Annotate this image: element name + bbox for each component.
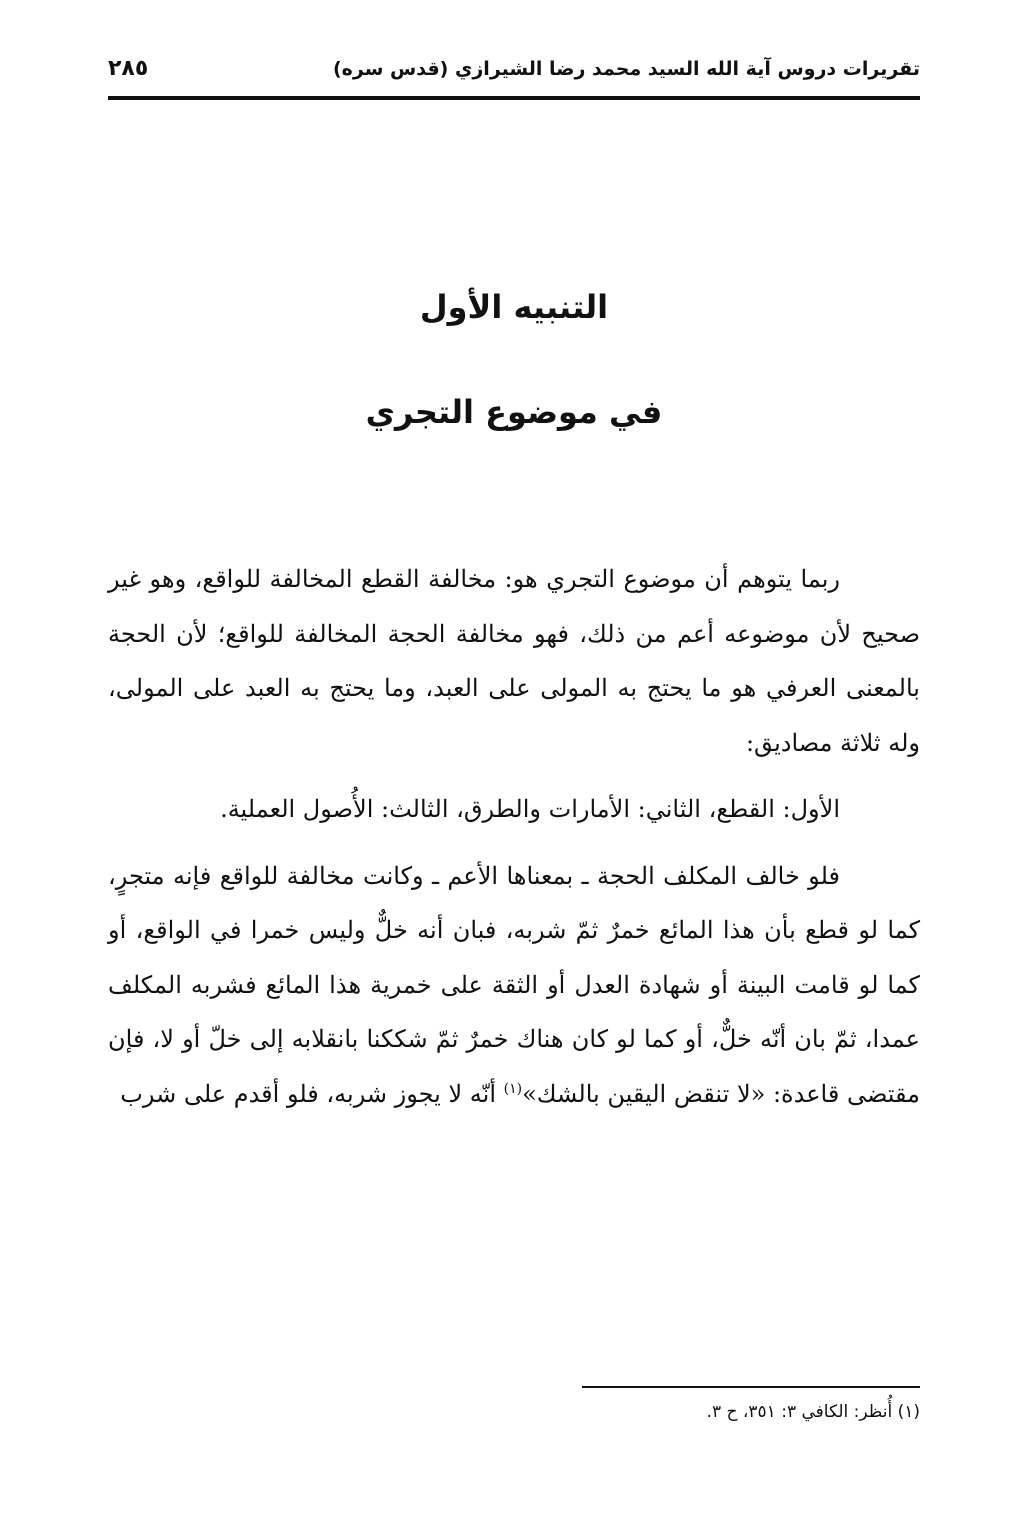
paragraph-2: الأول: القطع، الثاني: الأمارات والطرق، الثالث: الأُصول العملية. [220, 795, 840, 823]
footnote-1: (١) أُنظر: الكافي ٣: ٣٥١، ح ٣. [706, 1402, 920, 1422]
footnote-divider [582, 1386, 920, 1388]
page-header [108, 52, 920, 100]
paragraph-3-text: فلو خالف المكلف الحجة ـ بمعناها الأعم ـ وكانت مخالفة للواقع فإنه متجرٍ، كما لو قطع بأن هذا المائع خمرٌ ثمّ شربه، فبان أنه خلٌّ وليس خمرا في الواقع، أو كما لو قامت البينة أو شهادة العدل أو الثقة على خمرية هذا المائع فشربه المكلف عمدا، ثمّ بان أنّه خلٌّ، أو كما لو كان هناك خمرٌ ثمّ شككنا بانقلابه إلى خلّ أو لا، فإن مقتضى قاعدة: «لا تنقض اليقين بالشك» [108, 861, 920, 1108]
paragraph-1: ربما يتوهم أن موضوع التجري هو: مخالفة القطع المخالفة للواقع، وهو غير صحيح لأن موضوعه أعم من ذلك، فهو مخالفة الحجة المخالفة للواقع؛ لأن الحجة بالمعنى العرفي هو ما يحتج به المولى على العبد، وما يحتج به العبد على المولى، وله ثلاثة مصاديق: [108, 565, 920, 757]
section-subtitle: في موضوع التجري [365, 393, 663, 431]
section-title: التنبيه الأول [419, 288, 609, 326]
paragraph-3 [108, 849, 920, 1122]
running-title: تقريرات دروس آية الله السيد محمد رضا الشيرازي (قدس سره) [333, 58, 920, 80]
paragraph-3-tail: أنّه لا يجوز شربه، فلو أقدم على شرب [120, 1079, 504, 1108]
page-number: ٢٨٥ [108, 56, 149, 81]
footnote-reference: (١) [503, 1080, 523, 1097]
body-text [108, 552, 920, 1121]
